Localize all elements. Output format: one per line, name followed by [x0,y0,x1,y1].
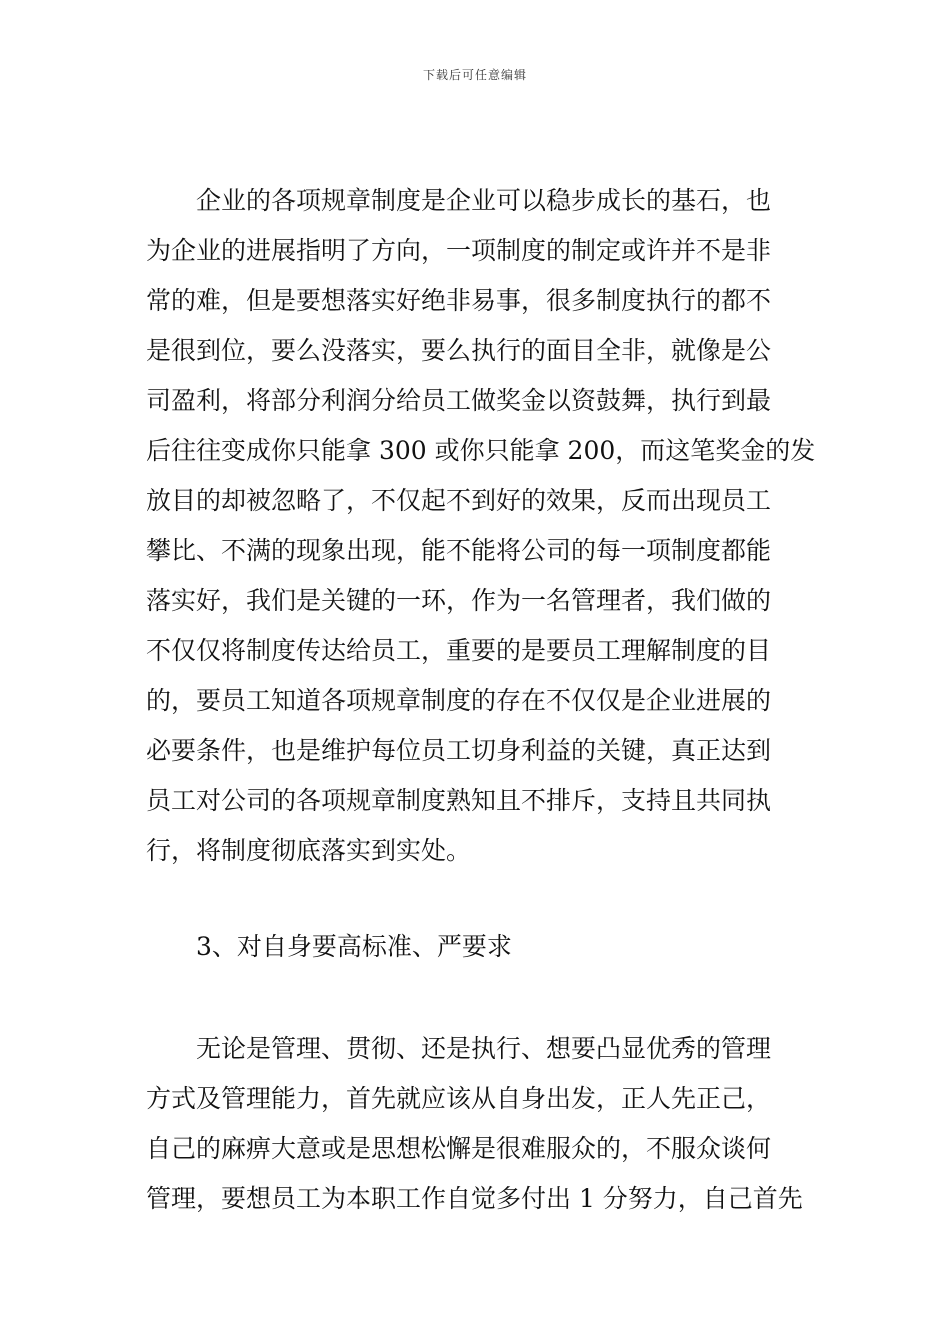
paragraph1-line: 常的难，但是要想落实好绝非易事，很多制度执行的都不 [146,286,772,315]
paragraph1-line: 必要条件，也是维护每位员工切身利益的关键，真正达到 [146,736,772,765]
paragraph1-line: 企业的各项规章制度是企业可以稳步成长的基石，也 [146,186,772,215]
paragraph1-line: 攀比、不满的现象出现，能不能将公司的每一项制度都能 [146,536,772,565]
paragraph1-line: 行，将制度彻底落实到实处。 [146,836,472,865]
section3-heading: 3、对自身要高标准、严要求 [146,932,512,961]
paragraph2-line: 方式及管理能力，首先就应该从自身出发，正人先正己， [146,1084,772,1113]
paragraph1-line: 落实好，我们是关键的一环，作为一名管理者，我们做的 [146,586,772,615]
paragraph1-line: 的，要员工知道各项规章制度的存在不仅仅是企业进展的 [146,686,772,715]
paragraph1-line: 是很到位，要么没落实，要么执行的面目全非，就像是公 [146,336,772,365]
paragraph2-line: 自己的麻痹大意或是思想松懈是很难服众的，不服众谈何 [146,1134,772,1163]
paragraph1-line: 为企业的进展指明了方向，一项制度的制定或许并不是非 [146,236,772,265]
paragraph1-line: 不仅仅将制度传达给员工，重要的是要员工理解制度的目 [146,636,772,665]
header-note: 下载后可任意编辑 [422,68,527,82]
paragraph1-line: 后往往变成你只能拿 300 或你只能拿 200，而这笔奖金的发 [146,436,816,465]
paragraph2-line: 管理，要想员工为本职工作自觉多付出 1 分努力，自己首先 [146,1184,803,1213]
paragraph1-line: 放目的却被忽略了，不仅起不到好的效果，反而出现员工 [146,486,772,515]
paragraph1-line: 员工对公司的各项规章制度熟知且不排斥，支持且共同执 [146,786,772,815]
paragraph2-line: 无论是管理、贯彻、还是执行、想要凸显优秀的管理 [146,1034,772,1063]
paragraph1-line: 司盈利，将部分利润分给员工做奖金以资鼓舞，执行到最 [146,386,772,415]
